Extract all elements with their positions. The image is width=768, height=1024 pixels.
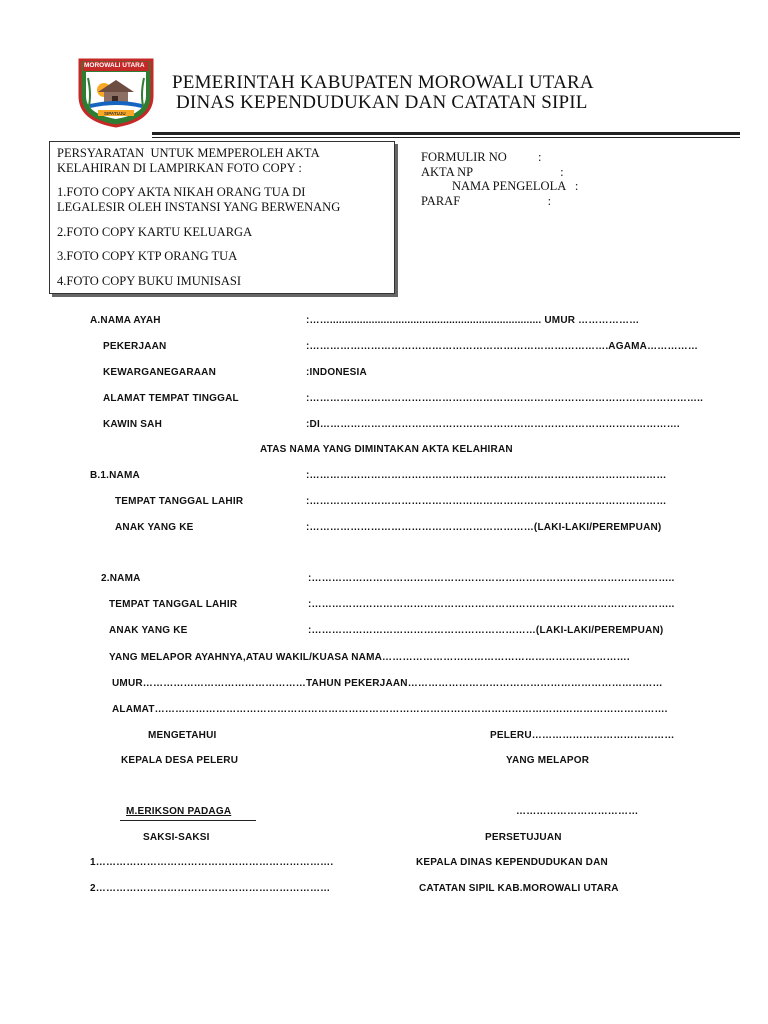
approval-label: PERSETUJUAN (485, 832, 562, 843)
paraf-label: PARAF : (421, 194, 552, 208)
akta-np-label: AKTA NP : (421, 165, 564, 179)
father-address-label: ALAMAT TEMPAT TINGGAL (103, 393, 239, 404)
reporter-signature-blank: ……………………………… (516, 806, 639, 817)
department-head-line-2: CATATAN SIPIL KAB.MOROWALI UTARA (419, 883, 619, 894)
requirement-item-1a: 1.FOTO COPY AKTA NIKAH ORANG TUA DI (57, 185, 306, 199)
header-divider-thin (152, 137, 740, 138)
child2-birth-value: :…………………………………………………………………………………………….. (308, 599, 675, 610)
father-address-value: :…………………………………………………………………………………………………….. (306, 393, 704, 404)
child1-birth-label: TEMPAT TANGGAL LAHIR (115, 496, 244, 507)
form-number-label: FORMULIR NO : (421, 150, 542, 164)
father-job-label: PEKERJAAN (103, 341, 167, 352)
signature-underline (120, 820, 256, 821)
child1-name-value: :…………………………………………………………………………………………… (306, 470, 667, 481)
requirement-item-1b: LEGALESIR OLEH INSTANSI YANG BERWENANG (57, 200, 341, 214)
father-married-value: :DI……………………………………………………………………………………………. (306, 419, 680, 430)
witness-2-line: 2…………………………………………………………… (90, 883, 331, 894)
reporter-name-line: YANG MELAPOR AYAHNYA,ATAU WAKIL/KUASA NAMA………………………………………………………………. (109, 652, 630, 663)
child2-name-label: 2.NAMA (101, 573, 141, 584)
requirements-intro-1: PERSYARATAN UNTUK MEMPEROLEH AKTA (57, 146, 320, 160)
department-head-line-1: KEPALA DINAS KEPENDUDUKAN DAN (416, 857, 608, 868)
knowing-label: MENGETAHUI (148, 730, 217, 741)
father-nationality-value: :INDONESIA (306, 367, 367, 378)
child1-birth-value: :…………………………………………………………………………………………… (306, 496, 667, 507)
header-line-2: DINAS KEPENDUDUKAN DAN CATATAN SIPIL (176, 92, 588, 113)
place-date-label: PELERU…………………………………… (490, 730, 675, 741)
witness-1-line: 1……………………………………………………………. (90, 857, 334, 868)
header-line-1: PEMERINTAH KABUPATEN MOROWALI UTARA (172, 72, 594, 93)
father-job-value: :…………………………………………………………………………….AGAMA…………… (306, 341, 699, 352)
requirement-item-3: 3.FOTO COPY KTP ORANG TUA (57, 249, 238, 263)
header-divider (152, 132, 740, 135)
child2-order-value: :…………………………………………………………(LAKI-LAKI/PEREMPUAN) (308, 625, 664, 636)
reporter-age-job-line: UMUR…………………………………………TAHUN PEKERJAAN………………………………………………………………… (112, 678, 663, 689)
reporter-title: YANG MELAPOR (506, 755, 590, 766)
section-title: ATAS NAMA YANG DIMINTAKAN AKTA KELAHIRAN (260, 444, 513, 455)
child2-name-value: :…………………………………………………………………………………………….. (308, 573, 675, 584)
requirements-intro-2: KELAHIRAN DI LAMPIRKAN FOTO COPY : (57, 161, 302, 175)
village-head-name: M.ERIKSON PADAGA (126, 806, 232, 817)
logo-motto-text: SIPATUJU (104, 111, 126, 116)
father-married-label: KAWIN SAH (103, 419, 163, 430)
child2-birth-label: TEMPAT TANGGAL LAHIR (109, 599, 238, 610)
reporter-address-line: ALAMAT……………………………………………………………………………………………………………………………………. (112, 704, 668, 715)
child1-name-label: B.1.NAMA (90, 470, 140, 481)
manager-name-label: NAMA PENGELOLA : (452, 179, 579, 193)
father-name-label: A.NAMA AYAH (90, 315, 161, 326)
witnesses-label: SAKSI-SAKSI (143, 832, 210, 843)
logo-banner-text: MOROWALI UTARA (84, 62, 145, 69)
village-head-title: KEPALA DESA PELERU (121, 755, 239, 766)
child1-order-label: ANAK YANG KE (115, 522, 194, 533)
child2-order-label: ANAK YANG KE (109, 625, 188, 636)
requirement-item-2: 2.FOTO COPY KARTU KELUARGA (57, 225, 253, 239)
requirement-item-4: 4.FOTO COPY BUKU IMUNISASI (57, 274, 242, 288)
child1-order-value: :…………………………………………………………(LAKI-LAKI/PEREMPUAN) (306, 522, 662, 533)
father-name-value: :……....................................................................... UMUR ……………… (306, 315, 640, 326)
father-nationality-label: KEWARGANEGARAAN (103, 367, 216, 378)
